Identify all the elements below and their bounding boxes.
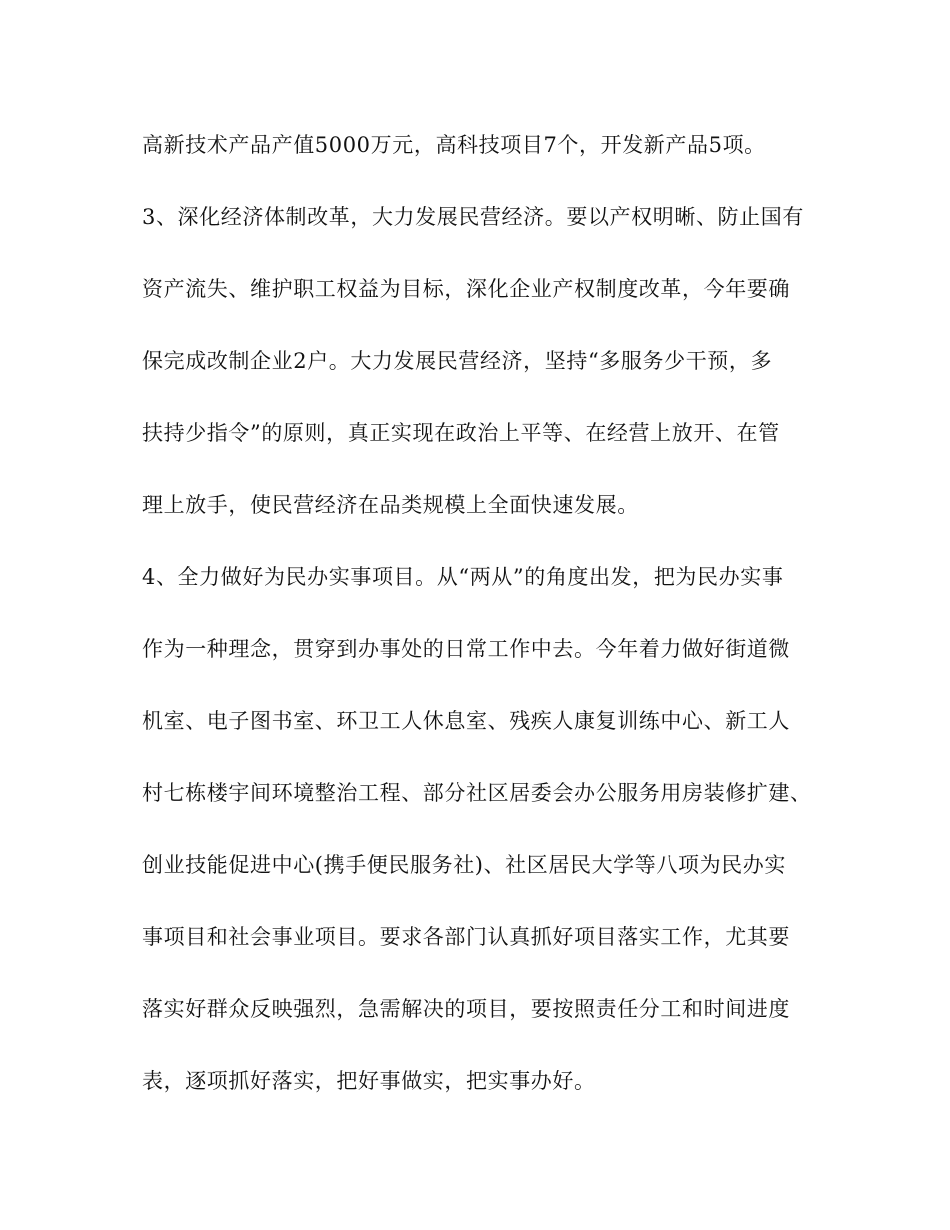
text-line: 资产流失、维护职工权益为目标，深化企业产权制度改革，今年要确 [142, 277, 790, 301]
text-line: 作为一种理念，贯穿到办事处的日常工作中去。今年着力做好街道微 [142, 637, 790, 661]
body-text [142, 118, 812, 1126]
text-line: 理上放手，使民营经济在品类规模上全面快速发展。 [142, 493, 639, 517]
text-line: 3、深化经济体制改革，大力发展民营经济。要以产权明晰、防止国有 [142, 205, 804, 229]
text-line: 表，逐项抓好落实，把好事做实，把实事办好。 [142, 1069, 596, 1093]
text-line: 机室、电子图书室、环卫工人休息室、残疾人康复训练中心、新工人 [142, 709, 790, 733]
text-line: 高新技术产品产值5000万元，高科技项目7个，开发新产品5项。 [142, 133, 766, 157]
text-line: 扶持少指令”的原则，真正实现在政治上平等、在经营上放开、在管 [142, 421, 780, 445]
text-line: 4、全力做好为民办实事项目。从“两从”的角度出发，把为民办实事 [142, 565, 784, 589]
text-line: 村七栋楼宇间环境整治工程、部分社区居委会办公服务用房装修扩建、 [142, 781, 812, 805]
text-line: 保完成改制企业2户。大力发展民营经济，坚持“多服务少干预，多 [142, 349, 773, 373]
text-line: 落实好群众反映强烈，急需解决的项目，要按照责任分工和时间进度 [142, 997, 790, 1021]
text-line: 创业技能促进中心(携手便民服务社)、社区居民大学等八项为民办实 [142, 853, 786, 877]
text-line: 事项目和社会事业项目。要求各部门认真抓好项目落实工作，尤其要 [142, 925, 790, 949]
